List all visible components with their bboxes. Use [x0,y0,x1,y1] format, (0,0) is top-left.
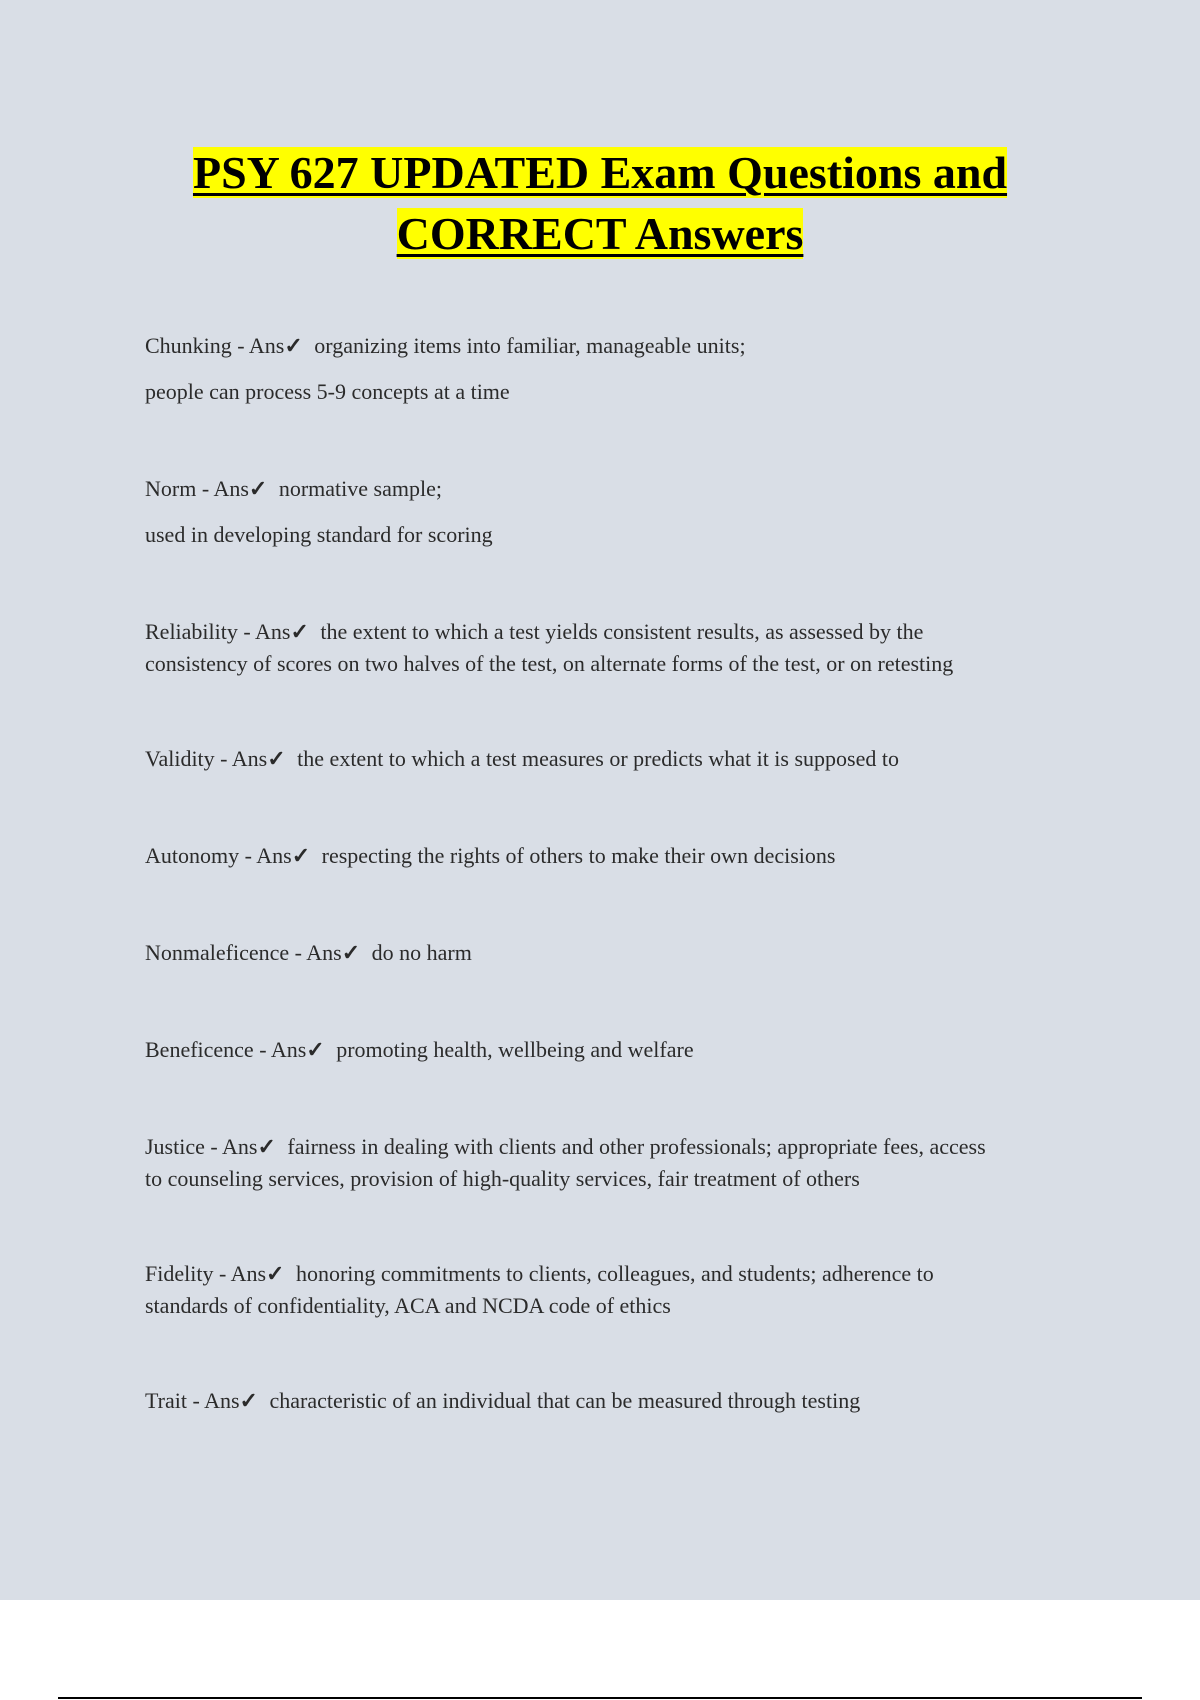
answer: characteristic of an individual that can be measured through testing [269,1388,861,1413]
term: Beneficence [145,1037,254,1062]
separator: - Ans [231,333,285,358]
qa-entry-validity [145,743,1075,775]
separator: - Ans [239,843,292,868]
separator: - Ans [213,1261,267,1286]
qa-entry-beneficence [145,1034,1075,1066]
term: Reliability [145,619,238,644]
qa-entry-reliability [145,616,1075,680]
qa-entry-nonmaleficence [145,937,1075,969]
title-line-2: CORRECT Answers [396,208,804,259]
answer: the extent to which a test yields consistent results, as assessed by the [320,619,924,644]
footer-divider [58,1697,1142,1699]
separator: - Ans [289,940,342,965]
check-icon: ✓ [267,746,286,771]
check-icon: ✓ [306,1037,325,1062]
term: Justice [145,1134,205,1159]
answer: organizing items into familiar, manageable units; [314,333,746,358]
qa-entry-trait [145,1385,1075,1417]
answer: fairness in dealing with clients and other professionals; appropriate fees, access [287,1134,986,1159]
document-title [0,142,1200,264]
answer-continuation: to counseling services, provision of high-quality services, fair treatment of others [145,1166,860,1191]
term: Nonmaleficence [145,940,290,965]
answer: the extent to which a test measures or predicts what it is supposed to [297,746,899,771]
check-icon: ✓ [266,1261,285,1286]
title-line-1: PSY 627 UPDATED Exam Questions and [192,147,1008,198]
answer-continuation: consistency of scores on two halves of the test, on alternate forms of the test, or on retesting [145,651,954,676]
separator: - Ans [204,1134,258,1159]
check-icon: ✓ [284,333,303,358]
answer-continuation: people can process 5-9 concepts at a time [145,379,510,404]
separator: - Ans [253,1037,307,1062]
check-icon: ✓ [290,619,309,644]
check-icon: ✓ [341,940,361,965]
answer: honoring commitments to clients, colleagues, and students; adherence to [295,1261,934,1286]
check-icon: ✓ [239,1388,258,1413]
term: Trait [145,1388,187,1413]
qa-entry-justice [145,1131,1075,1195]
check-icon: ✓ [248,476,268,501]
term: Fidelity [145,1261,214,1286]
answer: respecting the rights of others to make their own decisions [321,843,836,868]
check-icon: ✓ [291,843,311,868]
qa-entry-chunking [145,330,1075,408]
check-icon: ✓ [257,1134,276,1159]
term: Validity [145,746,215,771]
qa-entry-fidelity [145,1258,1075,1322]
separator: - Ans [196,476,249,501]
answer: do no harm [371,940,472,965]
qa-entry-autonomy [145,840,1075,872]
separator: - Ans [186,1388,240,1413]
answer-continuation: used in developing standard for scoring [145,522,493,547]
term: Norm [145,476,197,501]
answer: normative sample; [278,476,442,501]
separator: - Ans [214,746,268,771]
term: Chunking [145,333,232,358]
separator: - Ans [237,619,291,644]
qa-entry-norm [145,473,1075,551]
term: Autonomy [145,843,240,868]
answer: promoting health, wellbeing and welfare [336,1037,694,1062]
answer-continuation: standards of confidentiality, ACA and NCDA code of ethics [145,1293,671,1318]
